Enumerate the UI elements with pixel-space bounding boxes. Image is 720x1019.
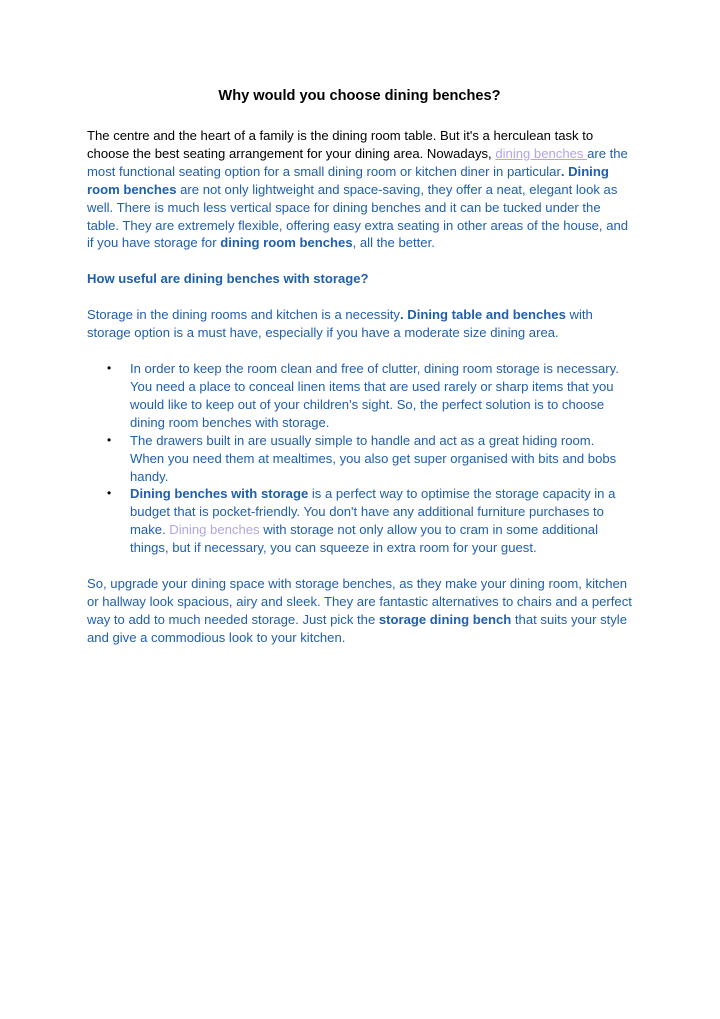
- bullet-icon: •: [107, 432, 112, 447]
- storage-bold-1: . Dining table and benches: [399, 307, 566, 323]
- bullet-text-1: In order to keep the room clean and free of clutter, dining room storage is necessary. You need a place to conceal linen items that are used rarely or sharp items that you would like to keep out of your children's sight. So, the perfect solution is to choose dining room benches with storage.: [130, 361, 619, 430]
- closing-text-1: So, upgrade your dining space with storage benches, as they make your dining room, kitchen or hallway look spacious, airy and sleek. They are fantastic alternatives to chairs and a perfect way to add to much needed storage. Just pick the: [87, 576, 632, 627]
- list-item: [87, 432, 632, 486]
- intro-text-1: The centre and the heart of a family is the dining room table. But it's a herculean task to choose the best seating arrangement for your dining area. Nowadays,: [87, 128, 594, 161]
- benefits-list: [87, 360, 632, 557]
- intro-dot: .: [560, 163, 565, 179]
- bullet-icon: •: [107, 486, 112, 501]
- storage-text-1: Storage in the dining rooms and kitchen is a necessity: [87, 307, 400, 323]
- list-item: [87, 360, 632, 432]
- intro-text-4: , all the better.: [352, 235, 435, 251]
- closing-paragraph: [87, 575, 632, 647]
- page-title: Why would you choose dining benches?: [218, 88, 501, 104]
- closing-text-2: that suits your style and give a commodious look to your kitchen.: [87, 611, 627, 645]
- storage-text-2: with storage option is a must have, especially if you have a moderate size dining area.: [87, 307, 593, 341]
- bullet-icon: •: [107, 361, 112, 376]
- bullet-3-text-1: is a perfect way to optimise the storage capacity in a budget that is pocket-friendly. You don't have any additional furniture purchases to make.: [130, 486, 616, 538]
- bullet-3-bold: Dining benches with storage: [130, 486, 309, 502]
- dining-benches-link-2[interactable]: Dining benches: [169, 522, 264, 538]
- intro-paragraph: [87, 127, 632, 252]
- section-heading: How useful are dining benches with storage?: [87, 271, 369, 287]
- intro-bold-1: Dining room benches: [87, 163, 609, 197]
- storage-paragraph: [87, 306, 632, 342]
- dining-benches-link[interactable]: dining benches: [495, 145, 588, 161]
- list-item: [87, 485, 632, 557]
- intro-bold-2: dining room benches: [220, 235, 353, 251]
- intro-text-3: are not only lightweight and space-saving, they offer a neat, elegant look as well. There is much less vertical space for dining benches and it can be tucked under the table. They are extremely flexible, offering easy extra seating in other areas of the house, and if you have storage for: [87, 181, 629, 251]
- intro-text-2: are the most functional seating option for a small dining room or kitchen diner in particular: [87, 145, 628, 179]
- bullet-text-2: The drawers built in are usually simple to handle and act as a great hiding room. When you need them at mealtimes, you also get super organised with bits and bobs handy.: [130, 432, 617, 484]
- bullet-3-text-2: with storage not only allow you to cram in some additional things, but if necessary, you can squeeze in extra room for your guest.: [130, 522, 598, 556]
- document-page: [87, 86, 632, 665]
- closing-bold-1: storage dining bench: [378, 611, 512, 627]
